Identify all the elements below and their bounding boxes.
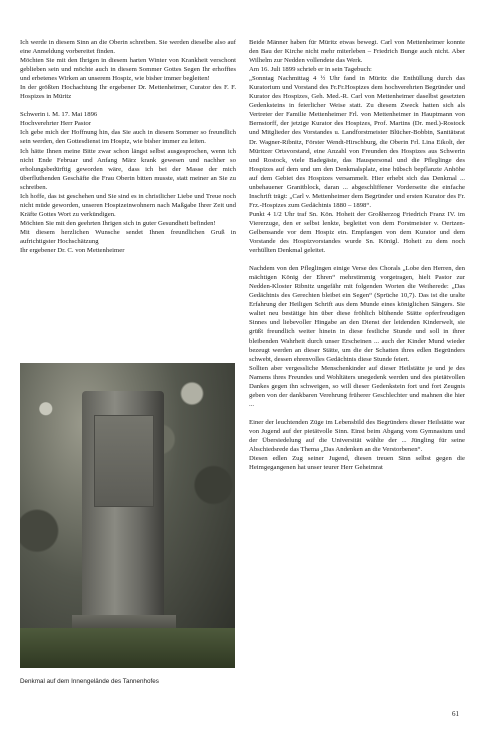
paragraph: Ich hoffe, das ist geschehen und Sie sind es in christlicher Liebe und Treue noch nicht müde geworden, unseren Hospizeinwohnern nach Maßgabe Ihrer Zeit und Kräfte Gottes Wort zu verkündigen. [20, 192, 236, 218]
right-column [249, 38, 465, 472]
spacer [249, 409, 465, 418]
page-number: 61 [452, 710, 459, 718]
spacer [249, 255, 465, 264]
letter-salutation: Hochverehrter Herr Pastor [20, 120, 91, 128]
paragraph: Sollten aber vergessliche Menschenkinder auf dieser Heilstätte je und je des Namens ihres Freundes und Wohltäters unegedenk werden und des pietätvollen Dankes gegen ihn schweigen, so will dieser Gedenkstein fort und fort Zeugnis geben von der dankbaren Verehrung früherer Geschlechter und mahnen die hier ... [249, 364, 465, 408]
left-column [20, 38, 236, 255]
paragraph: Beide Männer haben für Müritz etwas bewegt. Carl von Mettenheimer konnte den Bau der Kirche nicht mehr miterleben – Friedrich Bunge auch nicht. Aber Wilhelm zur Nedden vollendete das Werk. [249, 39, 465, 65]
diary-quote: „Sonntag Nachmittag 4 ½ Uhr fand in Müritz die Enthüllung durch das Kuratorium und Vorstand des Fr.Fr.Hospizes dem hochverehrten Begründer und Kurator des Hospizes, Geh. Med.-R. Carl von Mettenheimer daselbst gesetzten Gedenksteins in feierlicher Weise statt. Zu diesem Zweck hatten sich als Vertreter der Familie Mettenheimer Frl. von Mettenheimer in Hauptmann von Bernstorff, der jetzige Kurator des Hospizes, Prof. Martins (Dr. med.)-Rostock und Mitglieder des Vorstandes u. Landforstmeister Blücher-Bobbin, Sanitätsrat Dr. Wagner-Ribnitz, Förster Wendt-Hirschburg, die Oberin Frl. Lina Eikolt, der Müritzer Ortsvorstand, eine Anzahl von Freunden des Hospizes aus Schwerin und Rostock, viele Badegäste, das Hauspersonal und die Pfleglinge des Hospizes auf dem und um den Denkmalsplatz, eine hübsch bepflanzte Anhöhe auf dem Gebiet des Hospizes versammelt. Hier erhebt sich das Denkmal ... unbehauener Granitblock, daran ... abgeschliffener Vorderseite die einfache Inschrift trägt: „Carl v. Mettenheimer dem Begründer und ersten Kurator des Fr. Frz.-Hospizes zum Gedächtnis 1880 – 1898“. [249, 75, 465, 209]
paragraph: Diesen edlen Zug seiner Jugend, diesen treuen Sinn selbst gegen die Heimgegangenen hat unser teurer Herr Geheimrat [249, 455, 465, 472]
paragraph: Möchten Sie mit den geehrten Ihrigen sich in guter Gesundheit befinden! [20, 219, 216, 227]
letter-date: Schwerin i. M. 17. Mai 1896 [20, 111, 98, 119]
paragraph: Ich hätte Ihnen meine Bitte zwar schon längst selbst ausgesprochen, wenn ich nicht Ende Februar und Anfang März krank gewesen und nachher so erholungsbedürftig geworden wäre, dass ich bei der Masse der mich überfluthenden Geschäfte die Frau Oberin bitten musste, statt meiner an Sie zu schreiben. [20, 147, 236, 191]
paragraph: In der größten Hochachtung Ihr ergebener Dr. Mettenheimer, Curator des F. F. Hospizes in Müritz [20, 84, 236, 101]
paragraph: Möchten Sie mit den Ihrigen in diesem harten Winter von Krankheit verschont geblieben sein und möchte auch in diesem Sommer Gottes Segen Ihr erhofftes und erbetenes Wirken an unserem Hospiz, wie bisher immer begleiten! [20, 57, 236, 83]
paragraph: Ich werde in diesem Sinn an die Oberin schreiben. Sie werden dieselbe also auf eine Anmeldung vorbereitet finden. [20, 39, 236, 56]
paragraph: Punkt 4 1/2 Uhr traf Sn. Kön. Hoheit der Großherzog Friedrich Franz IV. im Viererzuge, den er selbst lenkte, begleitet von dem Forstmeister v. Oertzen-Gelbensande vor dem Hospiz ein. Empfangen von dem Kurator und dem Vorstande des Hospizvorstandes wurde Sn. Königl. Hoheit zu dem noch verhüllten Denkmal geleitet. [249, 210, 465, 255]
letter-signature: Ihr ergebener Dr. C. von Mettenheimer [20, 247, 125, 255]
spacer [20, 101, 236, 110]
paragraph: Ich gebe mich der Hoffnung hin, das Sie auch in diesem Sommer so freundlich sein werden, den Gottesdienst im Hospiz, wie bisher immer zu leiten. [20, 129, 236, 146]
paragraph: Einer der leuchtenden Züge im Lebensbild des Begründers dieser Heilstätte war von Jugend auf der pietätvolle Sinn. Einst beim Abgang vom Gymnasium und der Übersiedelung auf die Universität wählte der ... Jüngling für seine Abschiedsrede das Thema „Das Andenken an die Verstorbenen“. [249, 418, 465, 454]
photo-caption: Denkmal auf dem Innengelände des Tannenhofes [20, 678, 159, 685]
monument-photo [20, 363, 235, 668]
paragraph: Nachdem von den Pfleglingen einige Verse des Chorals „Lobe den Herren, den mächtigen König der Ehren“ mehrstimmig vorgetragen, hielt Pastor zur Nedden-Kloster Ribnitz ungefähr mit folgenden Worten die Weiherede: „Das Gedächtnis des Gerechten bleibet ein Segen“ (Sprüche 10,7). Das ist die uralte Erfahrung der Heiligen Schrift aus dem Munde eines königlichen Sängers. Sie waltet neu bestätige hin über diese fröhlich blühende Stätte opferfreudigen Sinnes und liebevoller Hingabe an den Dienst der leidenden Kinderwelt, sie grüßt freundlich weiter hinein in diese festliche Stunde und soll in ihrer bleibenden Wahrheit durch unser Erscheinen ... auch der Kinder Mund wieder bezeugt werden an dieser Stätte, um die der Schatten ihres edlen Begründers schwebt, dessen ehrenvolles Gedächtnis diese Stunde feiert. [249, 265, 465, 363]
monument-plaque [94, 415, 154, 507]
photo-ground [20, 628, 235, 668]
paragraph: Am 16. Juli 1899 schrieb er in sein Tagebuch: [249, 66, 372, 74]
paragraph: Mit diesem herzlichen Wunsche sendet Ihnen freundlichen Gruß in aufrichtigster Hochschätzung [20, 228, 236, 245]
